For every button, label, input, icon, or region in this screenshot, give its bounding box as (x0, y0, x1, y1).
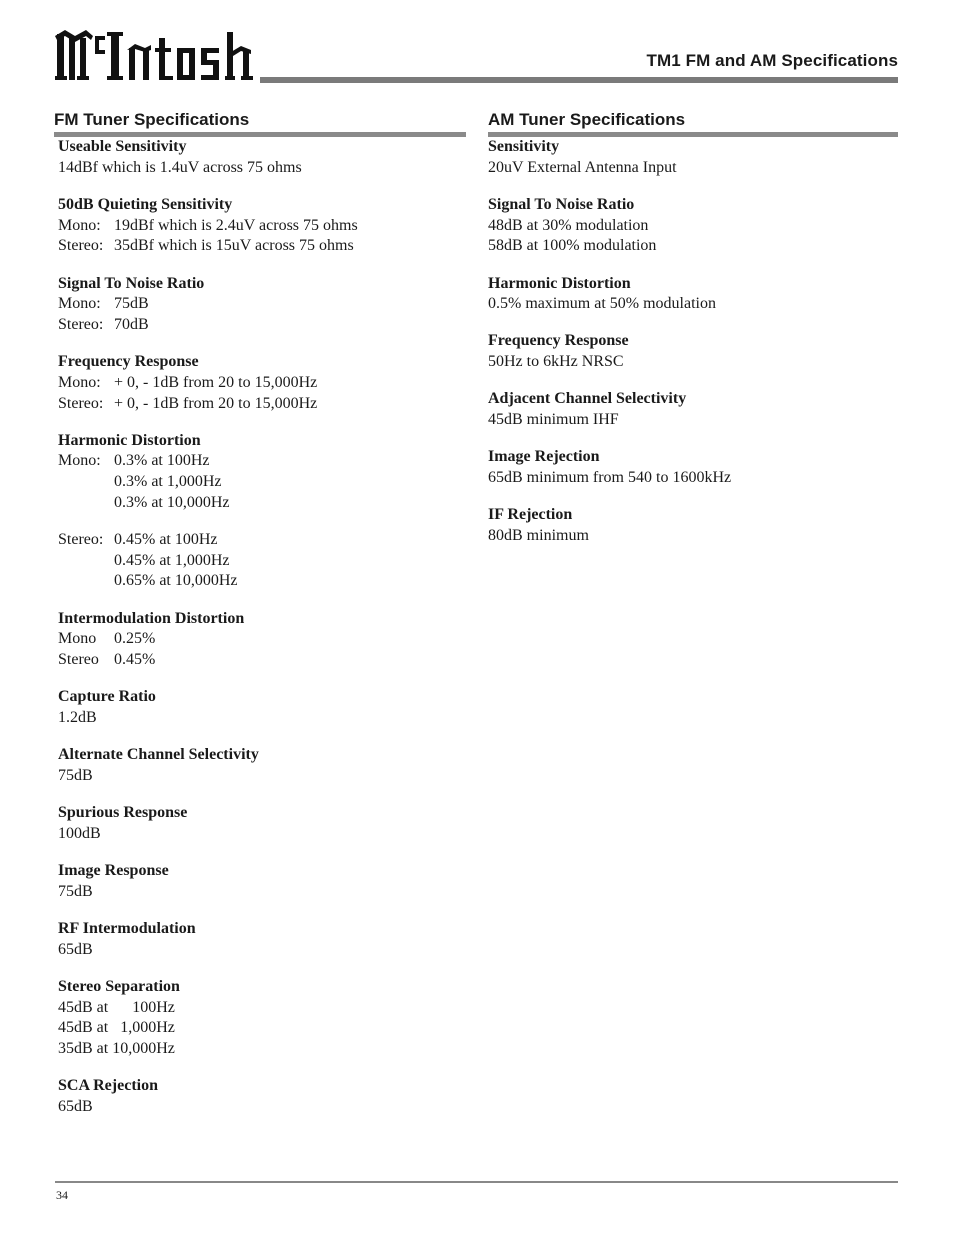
spec-value: 65dB minimum from 540 to 1600kHz (488, 468, 732, 486)
mono-value: 0.25% (114, 630, 156, 648)
spec-value: 48dB at 30% modulation (488, 216, 649, 234)
spec-label: Image Response (58, 861, 169, 879)
mono-label: Mono: (58, 216, 101, 234)
spec-value: 50Hz to 6kHz NRSC (488, 353, 624, 371)
spec-label: Adjacent Channel Selectivity (488, 390, 687, 408)
spec-label: Sensitivity (488, 138, 560, 155)
fm-section-title: FM Tuner Specifications (54, 110, 250, 129)
spec-label: Spurious Response (58, 804, 188, 822)
fm-specifications-column (54, 109, 466, 1134)
spec-sca-rejection (58, 1076, 466, 1117)
spec-value: 45dB at 1,000Hz (58, 1019, 175, 1037)
spec-value: 75dB (58, 882, 93, 900)
spec-rf-intermodulation (58, 919, 466, 960)
spec-label: Harmonic Distortion (488, 274, 631, 292)
page-number: 34 (56, 1188, 68, 1202)
spec-label: Frequency Response (58, 353, 199, 371)
spec-intermodulation-distortion (58, 609, 466, 671)
spec-label: Image Rejection (488, 448, 600, 466)
mono-value: 19dBf which is 2.4uV across 75 ohms (114, 216, 358, 234)
mcintosh-logo (55, 28, 260, 84)
spec-label: Frequency Response (488, 332, 629, 350)
spec-spurious-response (58, 803, 466, 844)
spec-alternate-channel-selectivity (58, 745, 466, 786)
stereo-value: 35dBf which is 15uV across 75 ohms (114, 237, 354, 255)
mono-label: Mono (58, 630, 97, 648)
spec-stereo-separation (58, 977, 466, 1060)
mono-value: + 0, - 1dB from 20 to 15,000Hz (114, 373, 318, 391)
spec-value: 1.2dB (58, 708, 97, 726)
mono-label: Mono: (58, 373, 101, 391)
stereo-value: 0.45% at 100Hz (114, 531, 218, 549)
spec-harmonic-distortion (58, 431, 466, 592)
spec-value: 14dBf which is 1.4uV across 75 ohms (58, 158, 302, 176)
spec-value: 35dB at 10,000Hz (58, 1039, 175, 1057)
spec-value: 75dB (58, 766, 93, 784)
spec-label: Signal To Noise Ratio (58, 274, 205, 292)
spec-value: 45dB at 100Hz (58, 998, 175, 1016)
mono-label: Mono: (58, 452, 101, 470)
am-section-title: AM Tuner Specifications (488, 110, 686, 129)
spec-label: Capture Ratio (58, 688, 156, 706)
stereo-label: Stereo: (58, 237, 104, 255)
stereo-value: 0.45% at 1,000Hz (114, 551, 230, 569)
footer-rule (55, 1181, 898, 1183)
mono-value: 0.3% at 1,000Hz (114, 473, 222, 491)
am-specifications-column (488, 109, 898, 563)
spec-label: RF Intermodulation (58, 919, 196, 937)
spec-label: Alternate Channel Selectivity (58, 746, 259, 764)
spec-quieting-sensitivity (58, 195, 466, 257)
spec-label: IF Rejection (488, 506, 573, 524)
spec-label: Signal To Noise Ratio (488, 195, 635, 213)
spec-label: 50dB Quieting Sensitivity (58, 195, 233, 213)
spec-am-frequency-response (488, 331, 898, 372)
stereo-label: Stereo (58, 651, 99, 669)
spec-value: 80dB minimum (488, 526, 589, 544)
spec-label: SCA Rejection (58, 1077, 158, 1095)
stereo-value: 0.45% (114, 651, 156, 669)
mono-label: Mono: (58, 295, 101, 313)
spec-value: 45dB minimum IHF (488, 411, 619, 429)
spec-am-signal-to-noise (488, 195, 898, 257)
spec-value: 65dB (58, 940, 93, 958)
spec-am-image-rejection (488, 447, 898, 488)
stereo-label: Stereo: (58, 531, 104, 549)
spec-label: Intermodulation Distortion (58, 609, 245, 627)
spec-value: 58dB at 100% modulation (488, 237, 657, 255)
spec-label: Useable Sensitivity (58, 138, 187, 155)
spec-useable-sensitivity (58, 137, 466, 178)
spec-value: 65dB (58, 1097, 93, 1115)
spec-am-sensitivity (488, 137, 898, 178)
spec-image-response (58, 861, 466, 902)
stereo-label: Stereo: (58, 394, 104, 412)
spec-frequency-response (58, 352, 466, 414)
stereo-value: 0.65% at 10,000Hz (114, 572, 238, 590)
page-title: TM1 FM and AM Specifications (646, 51, 898, 70)
spec-value: 100dB (58, 824, 101, 842)
spec-label: Harmonic Distortion (58, 431, 201, 449)
stereo-label: Stereo: (58, 315, 104, 333)
spec-capture-ratio (58, 687, 466, 728)
mono-value: 75dB (114, 295, 149, 313)
spec-am-if-rejection (488, 505, 898, 546)
mono-value: 0.3% at 10,000Hz (114, 493, 230, 511)
spec-label: Stereo Separation (58, 977, 180, 995)
spec-signal-to-noise (58, 274, 466, 336)
spec-am-harmonic-distortion (488, 274, 898, 315)
spec-value: 0.5% maximum at 50% modulation (488, 295, 716, 313)
spec-value: 20uV External Antenna Input (488, 158, 677, 176)
stereo-value: + 0, - 1dB from 20 to 15,000Hz (114, 394, 318, 412)
stereo-value: 70dB (114, 315, 149, 333)
mono-value: 0.3% at 100Hz (114, 452, 210, 470)
header-rule (260, 77, 898, 83)
spec-am-adjacent-channel-selectivity (488, 389, 898, 430)
